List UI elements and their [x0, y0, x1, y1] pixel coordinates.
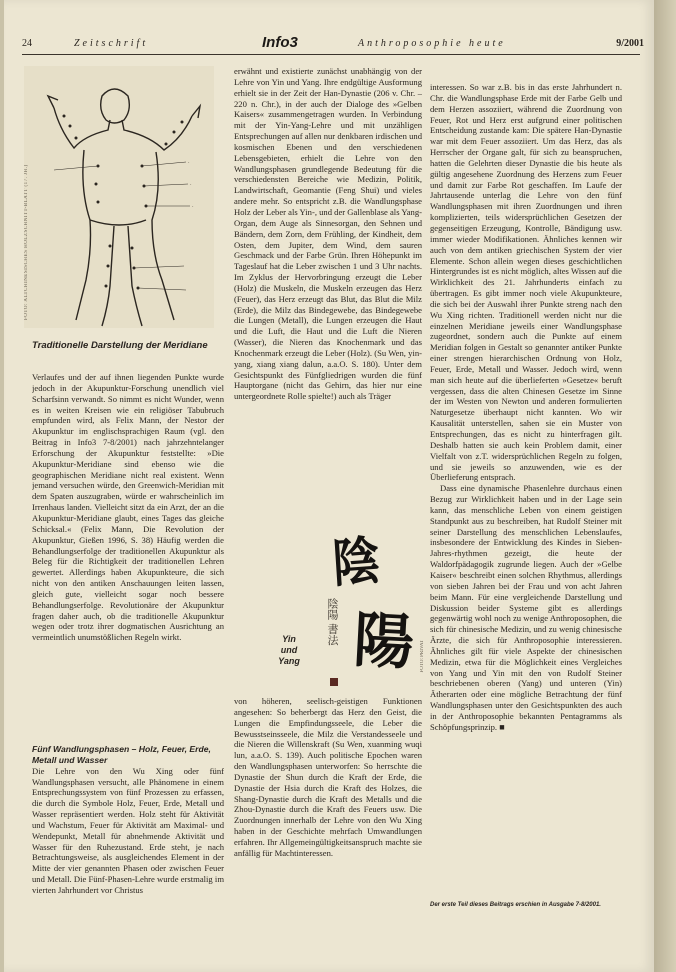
column-1-bottom	[32, 744, 224, 966]
paragraph: Dass eine dynamische Phasenlehre durchaus einen Bezug zur Wirklichkeit haben und in der Lage sein kann, das menschliche Leben von einem geistigen Standpunkt aus zu beschreiben, hat Rudolf Steiner mit seiner Darstellung des menschlichen Lebenslaufes, insbesondere der Entwicklung des Kindes in Sieben-Jahres-rhythmen gezeigt, die heute der Waldorfpädagogik zugrunde liegen. Auch der »Gelbe Kaiser« beschreibt einen solchen Rhythmus, allerdings von sieben Jahren bei der Frau und von acht Jahren beim Mann. Für eine vergleichende Darstellung und Diskussion beider Systeme gibt es allerdings gegenwärtig wohl noch zu wenige Anthroposophen, die sich für chinesische Medizin, und zu wenig chinesische Ärzte, die sich für Anthroposophie interessieren. Ähnliches gilt für viele Aspekte der chinesischen Medizin, etwa für die Möglichkeit eines Vergleiches von Yang und Yin mit den von Rudolf Steiner beschriebenen oberen (Yang) und unteren (Yin) Ätherarten oder eine mögliche Betrachtung der fünf Wandlungsphasen unter den Gesichtspunkten des auch in der Anthroposophie bekannten Pentagramms als Schöpfungsprinzip. ■	[430, 483, 622, 732]
yin-character: 陰	[330, 531, 383, 595]
page-edge	[654, 0, 676, 972]
column-2-top	[234, 66, 422, 496]
svg-text:·: ·	[190, 182, 192, 188]
magazine-logo: Info3	[262, 34, 298, 51]
svg-text:·: ·	[188, 160, 190, 166]
header-rule	[22, 54, 640, 55]
figure-caption: Traditionelle Darstellung der Meridiane	[32, 340, 208, 351]
seal-stamp	[330, 678, 338, 686]
page-number: 24	[22, 38, 32, 49]
running-title-left: Zeitschrift	[74, 38, 149, 49]
calligraphy-credit: FOTO: PRIVAT	[420, 640, 425, 673]
meridian-illustration	[24, 66, 214, 328]
section-heading: Fünf Wandlungsphasen – Holz, Feuer, Erde, Metall und Wasser	[32, 744, 211, 765]
calligraphy-inscription: 陰陽 書法	[326, 598, 339, 646]
paragraph: interessen. So war z.B. bis in das erste Jahrhundert n. Chr. die Wandlungsphase Erde mit der Farbe Gelb und dem Herzen assoziiert, während die Zuordnung von Feuer, Rot und Herz erst aufgrund einer politischen Entscheidung zustande kam: Die spätere Han-Dynastie war mit dem Feuer assoziiert. Um das Herz, das als Herrscher der Organe galt, für sich zu beanspruchen, hatten die Gelehrten dieser Dynastie die bis heute als gültig angesehene Zuordnung des Herzens zum Feuer und damit zur Farbe Rot geschaffen. Im Laufe der Jahrtausende unterlag die Lehre von den fünf Wandlungsphasen mit ihren Zuordnungen und ihren komplizierten, teils widersprüchlichen Gesetzen der gegenseitigen Erzeugung, Kontrolle, Bändigung usw. immer wieder Modifikationen. Ähnliches kennen wir auch von dem antiken griechischen System der vier Elemente. Schon allein wegen dieses geschichtlichen Hintergrundes ist es nicht möglich, altes Wissen auf die Wirklichkeit des 21. Jahrhunderts einfach zu übertragen. Es gibt immer noch viele Akupunkteure, die sich bei der Auswahl ihrer Punkte streng nach den Wu Xing richten. Traditionell werden nicht nur die einzelnen Meridiane jeweils einer Wandlungsphase zugeordnet, sondern auch die Punkte auf einem Meridian folgen in Gestalt so genannter antiker Punkte einer strengen hierarchischen Ordnung von Holz, Feuer, Erde, Metall und Wasser. Jedoch wird, wenn man sich heute auf die überlieferten »Gesetze« beruft vergessen, dass die alten Chinesen Gesetze im Sinne der im Westen von Newton und anderen formulierten Naturgesetze überhaupt nicht kannten. Wo wir Kausalität unterstellen, sahen sie ein Muster von Entsprechungen, das es nicht zu hinterfragen gilt. Deshalb hatten sie auch kein Problem damit, einer Vielfalt von z.T. widersprüchlichen Regeln zu folgen, und sie jeweils so anzuwenden, wie es der Überlieferung entsprach.	[430, 82, 622, 483]
column-3	[430, 82, 622, 882]
paragraph: erwähnt und existierte zunächst unabhängig von der Lehre von Yin und Yang. Ihre endgültige Ausformung erhielt sie in der Zeit der Han-Dynastie (206 v. Chr. – 220 n. Chr.), in der auch der Dialoge des »Gelben Kaisers« zusammengetragen wurden. In Verbindung mit der Yin-Yang-Lehre und mit unzähligen Entsprechungen auf allen nur denkbaren irdischen und kosmischen Ebenen und den verschiedenen Lebensgebieten, erhielt die Lehre von den Wandlungsphasen grundlegende Bedeutung für die verschiedensten Bereiche wie Medizin, Politik, Landwirtschaft, Geomantie (Feng Shui) und vieles andere mehr. So entspricht z.B. die Wandlungsphase Holz der Leber als Yin-, und der Gallenblase als Yang-Organ, dem Auge als Sinnesorgan, den Sehnen und Bändern, dem Zorn, dem Frühling, der Kindheit, dem Osten, dem Jupiter, dem Wind, dem sauren Geschmack und der Farbe Grün. Ihren Höhepunkt im Tageslauf hat die Leber zwischen 1 und 3 Uhr nachts. Im Zyklus der Hervorbringung erzeugt die Leber (Holz) die Muskeln, die Muskeln erzeugen das Herz (Feuer), das Herz erzeugt das Blut, das Blut die Milz (Erde), die Milz das Bindegewebe, das Bindegewebe die Lungen (Metall), die Lungen erzeugen die Haut und die Luft, die Haut und die Luft die Nieren (Wasser), die Nieren das Knochenmark und das Knochenmark erzeugt die Leber (Holz). (Su Wen, yin-yang, xiang xiang dalun, a.a.O. S. 180). Unter dem Gesichtspunkt des Fünfgliedrigen wurden die fünf Hauptorgane (nicht das Gehirn, das hier nur eine untergeordnete Rolle spielte!) auch als Träger	[234, 66, 422, 402]
yang-character: 陽	[351, 605, 416, 679]
yin-yang-calligraphy	[270, 520, 418, 684]
column-1-top	[32, 372, 224, 740]
running-title-right: Anthroposophie heute	[358, 38, 506, 49]
column-2-bottom	[234, 696, 422, 962]
paragraph: Die Lehre von den Wu Xing oder fünf Wandlungsphasen versucht, alle Phänomene in einem Entsprechungssystem von fünf Prozessen zu erfassen, die durch die Symbole Holz, Feuer, Erde, Metall und Wasser repräsentiert werden. Holz steht für Aktivität und Wachstum, Feuer für Aktivität am Maximal- und Wendepunkt, Metall für abnehmende Aktivität und Wasser für den Ruhezustand. Erde steht, je nach Betrachtungsweise, als ausgleichendes Element in der Mitte der vier genannten Phasen oder zwischen Feuer und Metall. Die Fünf-Phasen-Lehre wurde erstmalig im vierten Jahrhundert vor Christus	[32, 765, 224, 895]
issue-number: 9/2001	[616, 38, 644, 49]
figure-credit: FOTO: ALTCHINESISCHES HOLZSCHNITT-BLATT (17. JH.)	[24, 164, 29, 320]
footnote: Der erste Teil dieses Beitrags erschien in Ausgabe 7-8/2001.	[430, 902, 601, 908]
paragraph: Verlaufes und der auf ihnen liegenden Punkte wurde jedoch in der Akupunktur-Forschung unendlich viel Scharfsinn verwandt. So nimmt es nicht Wunder, wenn es in weiten Kreisen wie ein religiöser Tabubruch empfunden wird, als Felix Mann, der Nestor der Akupunktur im englischsprachigen Raum (vgl. den Beitrag in Info3 7-8/2001) nach jahrzehntelanger Erforschung der Akupunktur feststellte: »Die Akupunktur-Meridiane sind ebenso wie die geographischen Meridiane nicht real existent. Wenn jemand versuchen würde, den Greenwich-Meridian mit dem Spaten auszugraben, würde er wahrscheinlich im Irrenhaus landen. Vielleicht sitzt da ein Arzt, der an die Akupunktur-Meridiane glaubt, eines Tages das gleiche Schicksal.« (Felix Mann, Die Revolution der Akupunktur, Gießen 1996, S. 38) Häufig werden die Behandlungserfolge der traditionellen Akupunktur als Beleg für die Richtigkeit der traditionellen Lehren gewertet. Allerdings haben Akupunkteure, die sich nicht von den antiken Anschauungen leiten lassen, gleich gute, vielleicht sogar noch bessere Behandlungserfolge. Revolutionäre der Akupunktur fragen daher auch, ob die traditionelle Akupunktur wegen oder trotz ihrer dogmatischen Ausrichtung an vermeintlich unumstößlichen Regeln wirkt.	[32, 372, 224, 643]
end-mark: ■	[499, 721, 505, 732]
running-header	[22, 34, 650, 54]
calligraphy-label: Yin und Yang	[278, 634, 300, 666]
svg-text:·: ·	[192, 204, 194, 210]
paragraph: von höheren, seelisch-geistigen Funktionen angesehen: So beherbergt das Herz den Geist, die Lungen die Empfindungsseele, die Leber die Bewusstseinsseele, die Milz die Verstandesseele und die Nieren die Willenskraft (Su Wen, xuanming wuqi lun, a.a.O. S. 139). Auch politische Epochen waren den Wandlungsphasen unterworfen: So herrschte die Dynastie der Shun durch die Kraft der Erde, die Dynastie der Hsia durch die Kraft des Holzes, die Shang-Dynastie durch die Kraft des Metalls und die Zhou-Dynastie durch die Kraft des Feuers usw. Die Zuordnungen innerhalb der Lehre von den Wu Xing haben in der Geschichte mehrfach Umwandlungen erfahren. Ihr Allgemeingültigkeitsanspruch machte sie anfällig für Machtinteressen.	[234, 696, 422, 858]
